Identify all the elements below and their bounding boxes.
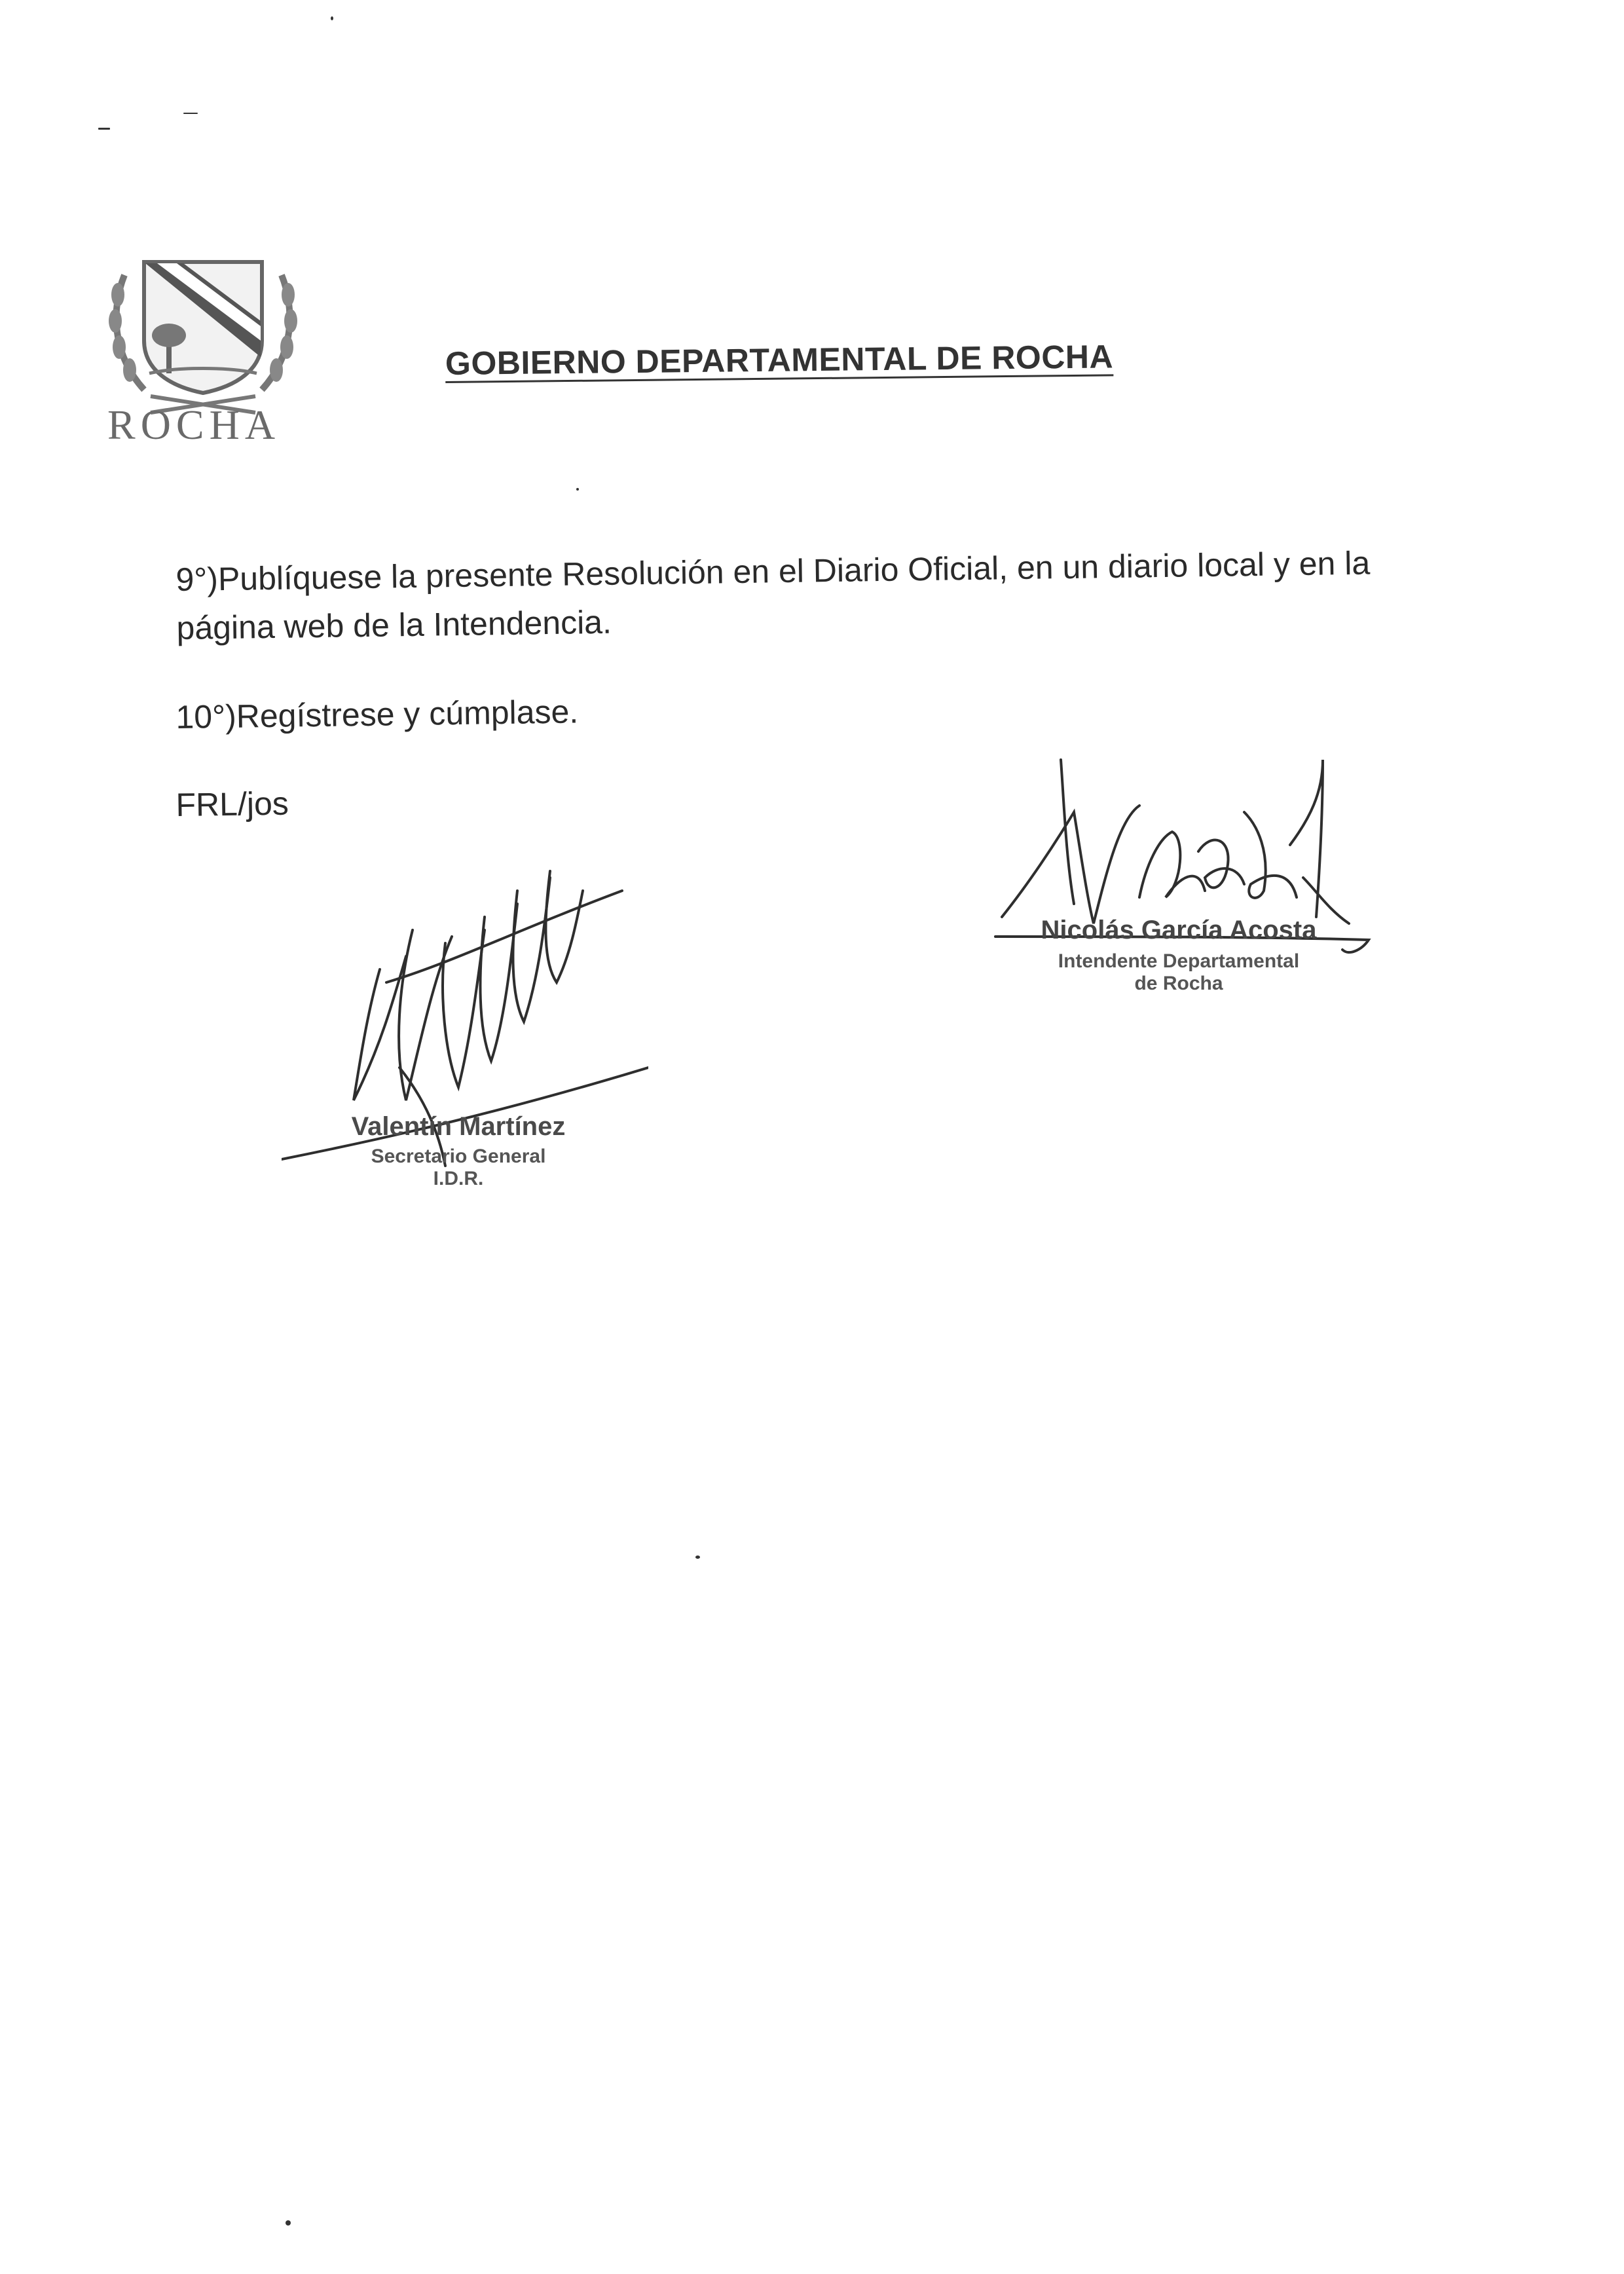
coat-of-arms-icon <box>98 249 308 419</box>
signer-title: Secretario General <box>371 1146 546 1167</box>
rocha-logo <box>98 249 308 465</box>
scan-speck <box>183 113 198 114</box>
signer-name: Valentín Martínez <box>351 1112 566 1141</box>
initials: FRL/jos <box>175 785 289 823</box>
scan-speck <box>331 16 333 20</box>
logo-text: ROCHA <box>107 401 281 448</box>
scan-speck <box>695 1556 700 1559</box>
paragraph-9: 9°)Publíquese la presente Resolución en el Diario Oficial, en un diario local y en la página web de la Intendencia. <box>175 544 1371 646</box>
signature-block-right <box>1008 916 1349 995</box>
scan-speck <box>576 488 579 491</box>
signer-name: Nicolás García Acosta <box>1041 916 1317 944</box>
signer-title: Intendente Departamental <box>1058 950 1300 972</box>
page-title: GOBIERNO DEPARTAMENTAL DE ROCHA <box>445 338 1114 382</box>
scan-speck <box>98 128 110 130</box>
signer-title-line2: de Rocha <box>1134 973 1223 994</box>
paragraph-10: 10°)Regístrese y cúmplase. <box>175 693 579 736</box>
scan-speck <box>286 2220 291 2226</box>
signer-title-line2: I.D.R. <box>433 1168 484 1189</box>
signature-block-left <box>334 1112 583 1190</box>
